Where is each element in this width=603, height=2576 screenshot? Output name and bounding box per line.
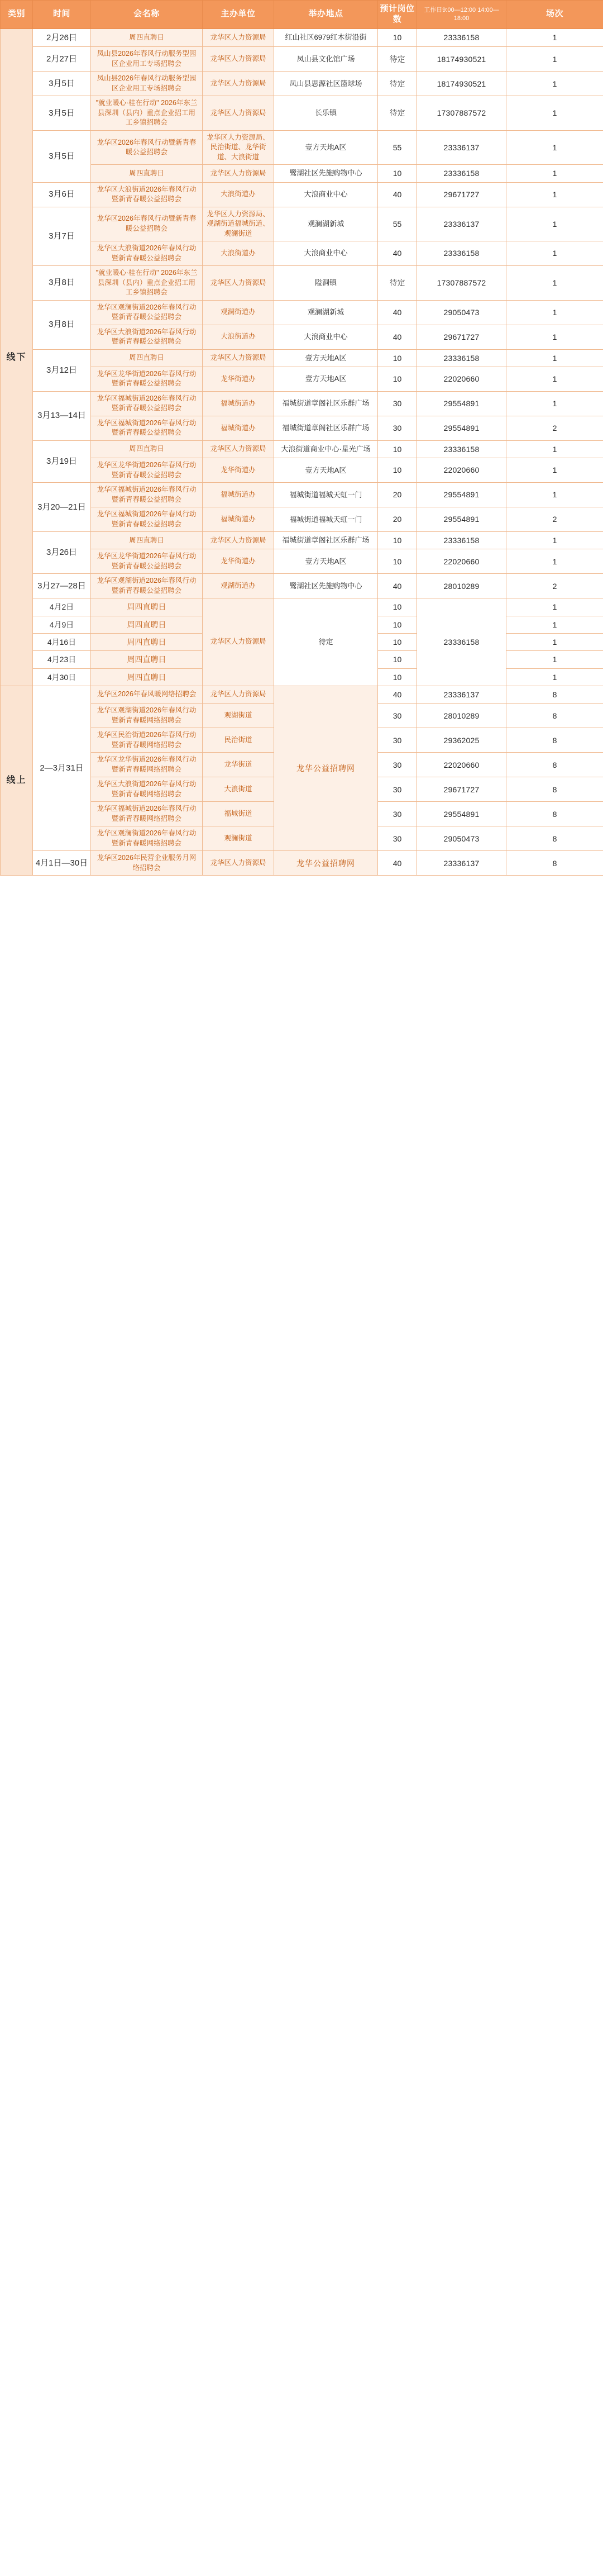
sessions-cell: 1 xyxy=(506,96,603,131)
venue-cell: 长乐镇 xyxy=(274,96,378,131)
sessions-cell: 1 xyxy=(506,165,603,182)
organizer-cell: 观湖街道办 xyxy=(203,574,274,598)
sessions-cell: 2 xyxy=(506,416,603,440)
venue-cell: 福城街道福城天虹一门 xyxy=(274,507,378,532)
fair-name-cell: 龙华区观湖街道2026年春风行动暨新青春暖公益招聘会 xyxy=(91,574,203,598)
venue-cell: 观澜湖新城 xyxy=(274,207,378,241)
positions-cell: 40 xyxy=(378,182,417,207)
organizer-cell: 龙华区人力资源局 xyxy=(203,165,274,182)
fair-name-cell: 龙华区龙华街道2026年春风行动暨新青春暖公益招聘会 xyxy=(91,367,203,391)
fair-name-cell: 周四直聘日 xyxy=(91,349,203,367)
fair-name-cell: 龙华区龙华街道2026年春风行动暨新青春暖公益招聘会 xyxy=(91,458,203,483)
sessions-cell: 8 xyxy=(506,686,603,703)
sessions-cell: 1 xyxy=(506,325,603,349)
positions-cell: 40 xyxy=(378,300,417,325)
recruitment-schedule-table xyxy=(0,0,603,876)
hotline-cell: 29554891 xyxy=(417,416,506,440)
sessions-cell: 1 xyxy=(506,207,603,241)
table-row xyxy=(1,507,603,532)
hotline-cell: 28010289 xyxy=(417,574,506,598)
date-cell: 3月8日 xyxy=(33,300,91,349)
fair-name-cell: 龙华区福城街道2026年春风行动暨新青春暖网络招聘会 xyxy=(91,802,203,826)
header-hotline-hours: 工作日9:00—12:00 14:00—18:00 xyxy=(417,1,506,29)
date-cell: 3月5日 xyxy=(33,130,91,182)
hotline-cell: 29362025 xyxy=(417,728,506,753)
positions-cell: 30 xyxy=(378,416,417,440)
hotline-cell: 29554891 xyxy=(417,802,506,826)
positions-cell: 30 xyxy=(378,391,417,416)
fair-name-cell: 龙华区龙华街道2026年春风行动暨新青春暖网络招聘会 xyxy=(91,753,203,777)
table-row xyxy=(1,300,603,325)
hotline-cell: 29554891 xyxy=(417,507,506,532)
sessions-cell: 1 xyxy=(506,458,603,483)
table-row xyxy=(1,325,603,349)
venue-cell: 鹭湖社区先施购物中心 xyxy=(274,574,378,598)
sessions-cell: 1 xyxy=(506,28,603,47)
positions-cell: 10 xyxy=(378,549,417,574)
table-header xyxy=(1,1,603,29)
positions-cell: 40 xyxy=(378,851,417,876)
table-row xyxy=(1,28,603,47)
organizer-cell: 龙华街道办 xyxy=(203,367,274,391)
positions-cell: 待定 xyxy=(378,72,417,96)
organizer-cell: 龙华区人力资源局 xyxy=(203,72,274,96)
positions-cell: 55 xyxy=(378,130,417,165)
header-organizer: 主办单位 xyxy=(203,1,274,29)
organizer-cell: 龙华区人力资源局 xyxy=(203,686,274,703)
sessions-sub-cell: 1 xyxy=(506,651,603,668)
positions-cell: 10 xyxy=(378,458,417,483)
date-cell: 3月6日 xyxy=(33,182,91,207)
fair-name-cell: 龙华区龙华街道2026年春风行动暨新青春暖公益招聘会 xyxy=(91,549,203,574)
positions-cell: 55 xyxy=(378,207,417,241)
organizer-cell: 龙华区人力资源局 xyxy=(203,440,274,458)
fair-name-cell: 龙华区大浪街道2026年春风行动暨新青春暖公益招聘会 xyxy=(91,241,203,266)
venue-cell: 凤山县思源社区篮球场 xyxy=(274,72,378,96)
positions-cell: 30 xyxy=(378,728,417,753)
organizer-cell: 龙华区人力资源局 xyxy=(203,47,274,72)
date-cell: 2月26日 xyxy=(33,28,91,47)
hotline-cell: 29671727 xyxy=(417,182,506,207)
sessions-cell: 2 xyxy=(506,574,603,598)
fair-name-sub-cell: 周四直聘日 xyxy=(91,634,202,651)
positions-cell: 10 xyxy=(378,165,417,182)
organizer-cell: 大浪街道办 xyxy=(203,182,274,207)
fair-name-cell: 龙华区2026年民营企业服务月网络招聘会 xyxy=(91,851,203,876)
table-row xyxy=(1,440,603,458)
hotline-cell: 23336158 xyxy=(417,598,506,686)
table-row xyxy=(1,266,603,301)
hotline-cell: 29554891 xyxy=(417,391,506,416)
hotline-cell: 22020660 xyxy=(417,367,506,391)
table-row xyxy=(1,182,603,207)
date-sub-cell: 4月2日 xyxy=(33,598,90,616)
venue-cell: 壹方天地A区 xyxy=(274,367,378,391)
organizer-cell: 龙华街道办 xyxy=(203,458,274,483)
table-row xyxy=(1,391,603,416)
organizer-cell: 观澜街道办 xyxy=(203,300,274,325)
venue-cell: 待定 xyxy=(274,598,378,686)
fair-name-sub-cell: 周四直聘日 xyxy=(127,672,166,682)
fair-name-cell: 龙华区福城街道2026年春风行动暨新青春暖公益招聘会 xyxy=(91,507,203,532)
venue-cell: 壹方天地A区 xyxy=(274,130,378,165)
schedule-page xyxy=(0,0,603,876)
fair-name-cell: 龙华区大浪街道2026年春风行动暨新青春暖公益招聘会 xyxy=(91,182,203,207)
date-cell-stack xyxy=(33,598,91,686)
sessions-cell: 8 xyxy=(506,753,603,777)
sessions-cell: 1 xyxy=(506,549,603,574)
header-venue: 举办地点 xyxy=(274,1,378,29)
organizer-cell: 福城街道办 xyxy=(203,483,274,507)
category-cell-offline: 线下 xyxy=(1,28,33,686)
positions-sub-cell: 10 xyxy=(378,616,417,634)
venue-cell: 壹方天地A区 xyxy=(274,549,378,574)
venue-cell: 大浪商业中心 xyxy=(274,241,378,266)
positions-cell: 10 xyxy=(378,367,417,391)
date-cell: 3月19日 xyxy=(33,440,91,482)
sessions-cell: 1 xyxy=(506,241,603,266)
positions-cell: 待定 xyxy=(378,47,417,72)
date-cell: 2月27日 xyxy=(33,47,91,72)
positions-cell: 40 xyxy=(378,686,417,703)
organizer-cell: 龙华区人力资源局 xyxy=(203,598,274,686)
category-cell-online: 线上 xyxy=(1,686,33,875)
organizer-cell: 龙华区人力资源局、民治街道、龙华街道、大浪街道 xyxy=(203,130,274,165)
date-cell: 3月27—28日 xyxy=(33,574,91,598)
venue-cell: 凤山县文化馆广场 xyxy=(274,47,378,72)
fair-name-cell: "就业暖心·桂在行动" 2026年东兰县深圳（县内）重点企业招工用工乡镇招聘会 xyxy=(91,96,203,131)
fair-name-sub-cell: 周四直聘日 xyxy=(91,651,202,668)
fair-name-cell-stack xyxy=(91,598,203,686)
venue-cell: 福城街道章阁社区乐群广场 xyxy=(274,391,378,416)
date-cell-online-range: 2—3月31日 xyxy=(33,686,91,850)
header-category: 类别 xyxy=(1,1,33,29)
date-cell: 4月1日—30日 xyxy=(33,851,91,876)
sessions-cell: 1 xyxy=(506,367,603,391)
fair-name-cell: 周四直聘日 xyxy=(91,28,203,47)
venue-cell-online: 龙华公益招聘网 xyxy=(274,686,378,850)
table-row xyxy=(1,458,603,483)
hotline-cell: 17307887572 xyxy=(417,96,506,131)
date-cell: 3月20—21日 xyxy=(33,483,91,532)
positions-cell: 40 xyxy=(378,241,417,266)
positions-cell: 10 xyxy=(378,349,417,367)
organizer-cell: 龙华街道办 xyxy=(203,549,274,574)
fair-name-cell: 凤山县2026年春风行动服务型园区企业用工专场招聘会 xyxy=(91,47,203,72)
positions-sub-cell: 10 xyxy=(378,598,417,616)
hotline-cell: 23336158 xyxy=(417,440,506,458)
date-cell: 3月12日 xyxy=(33,349,91,391)
sessions-cell: 1 xyxy=(506,532,603,549)
organizer-cell: 龙华区人力资源局 xyxy=(203,96,274,131)
positions-cell: 40 xyxy=(378,325,417,349)
date-cell: 3月5日 xyxy=(33,96,91,131)
fair-name-cell: 周四直聘日 xyxy=(91,532,203,549)
organizer-cell: 大浪街道办 xyxy=(203,325,274,349)
fair-name-cell: 龙华区民治街道2026年春风行动暨新青春暖网络招聘会 xyxy=(91,728,203,753)
table-row xyxy=(1,207,603,241)
hotline-cell: 23336137 xyxy=(417,130,506,165)
sessions-cell: 1 xyxy=(506,391,603,416)
sessions-cell: 1 xyxy=(506,266,603,301)
header-estimated-positions: 预计岗位数 xyxy=(378,1,417,29)
hotline-cell: 23336158 xyxy=(417,28,506,47)
hotline-cell: 22020660 xyxy=(417,458,506,483)
sessions-cell: 8 xyxy=(506,777,603,802)
organizer-cell: 福城街道 xyxy=(203,802,274,826)
sessions-cell: 1 xyxy=(506,47,603,72)
fair-name-cell: 龙华区福城街道2026年春风行动暨新青春暖公益招聘会 xyxy=(91,391,203,416)
hotline-cell: 23336158 xyxy=(417,349,506,367)
table-row xyxy=(1,416,603,440)
table-row xyxy=(1,47,603,72)
fair-name-sub-cell: 周四直聘日 xyxy=(91,598,202,616)
venue-cell: 壹方天地A区 xyxy=(274,349,378,367)
positions-cell: 10 xyxy=(378,28,417,47)
organizer-cell: 龙华区人力资源局 xyxy=(203,266,274,301)
date-sub-cell: 4月9日 xyxy=(33,616,90,634)
sessions-cell: 1 xyxy=(506,300,603,325)
table-row-stacked-dates xyxy=(1,598,603,686)
table-row xyxy=(1,130,603,165)
date-cell: 3月8日 xyxy=(33,266,91,301)
venue-cell-online: 龙华公益招聘网 xyxy=(274,851,378,876)
positions-cell: 待定 xyxy=(378,96,417,131)
positions-sub-cell: 10 xyxy=(393,672,402,682)
hotline-cell: 29050473 xyxy=(417,826,506,851)
sessions-cell: 8 xyxy=(506,802,603,826)
fair-name-cell: 龙华区观澜街道2026年春风行动暨新青春暖公益招聘会 xyxy=(91,300,203,325)
organizer-cell: 龙华区人力资源局、观湖街道福城街道、观澜街道 xyxy=(203,207,274,241)
table-row xyxy=(1,349,603,367)
hotline-cell: 22020660 xyxy=(417,753,506,777)
date-cell: 3月13—14日 xyxy=(33,391,91,440)
organizer-cell: 大浪街道 xyxy=(203,777,274,802)
fair-name-cell: 凤山县2026年春风行动服务型园区企业用工专场招聘会 xyxy=(91,72,203,96)
hotline-cell: 18174930521 xyxy=(417,47,506,72)
header-fair-name: 会名称 xyxy=(91,1,203,29)
hotline-cell: 29554891 xyxy=(417,483,506,507)
organizer-cell: 龙华区人力资源局 xyxy=(203,28,274,47)
hotline-cell: 29671727 xyxy=(417,777,506,802)
hotline-cell: 29671727 xyxy=(417,325,506,349)
date-cell: 3月26日 xyxy=(33,532,91,574)
organizer-cell: 福城街道办 xyxy=(203,391,274,416)
venue-cell: 大浪商业中心 xyxy=(274,182,378,207)
date-cell: 3月5日 xyxy=(33,72,91,96)
fair-name-cell: 龙华区2026年春风行动暨新青春暖公益招聘会 xyxy=(91,130,203,165)
hotline-cell: 28010289 xyxy=(417,704,506,728)
fair-name-cell: 龙华区大浪街道2026年春风行动暨新青春暖网络招聘会 xyxy=(91,777,203,802)
fair-name-cell: 龙华区2026年春风暖网络招聘会 xyxy=(91,686,203,703)
hotline-cell: 23336158 xyxy=(417,165,506,182)
organizer-cell: 龙华区人力资源局 xyxy=(203,532,274,549)
organizer-cell: 民治街道 xyxy=(203,728,274,753)
table-body xyxy=(1,28,603,876)
sessions-sub-cell: 1 xyxy=(506,634,603,651)
sessions-cell: 8 xyxy=(506,704,603,728)
fair-name-cell: 龙华区观澜街道2026年春风行动暨新青春暖网络招聘会 xyxy=(91,826,203,851)
fair-name-cell: 龙华区福城街道2026年春风行动暨新青春暖公益招聘会 xyxy=(91,483,203,507)
fair-name-cell: 龙华区大浪街道2026年春风行动暨新青春暖公益招聘会 xyxy=(91,325,203,349)
venue-cell: 观澜湖新城 xyxy=(274,300,378,325)
organizer-cell: 观湖街道 xyxy=(203,704,274,728)
venue-cell: 隘洞镇 xyxy=(274,266,378,301)
organizer-cell: 观澜街道 xyxy=(203,826,274,851)
sessions-cell: 1 xyxy=(506,440,603,458)
fair-name-cell: 周四直聘日 xyxy=(91,165,203,182)
table-row xyxy=(1,367,603,391)
positions-cell: 20 xyxy=(378,483,417,507)
hotline-cell: 17307887572 xyxy=(417,266,506,301)
hotline-cell: 29050473 xyxy=(417,300,506,325)
table-row xyxy=(1,574,603,598)
sessions-cell: 8 xyxy=(506,851,603,876)
sessions-cell: 1 xyxy=(506,130,603,165)
positions-cell-stack xyxy=(378,598,417,686)
sessions-cell: 1 xyxy=(506,182,603,207)
sessions-cell: 1 xyxy=(506,483,603,507)
hotline-cell: 23336158 xyxy=(417,532,506,549)
fair-name-cell: 周四直聘日 xyxy=(91,440,203,458)
sessions-sub-cell: 1 xyxy=(506,598,603,616)
table-row xyxy=(1,72,603,96)
positions-cell: 10 xyxy=(378,532,417,549)
hotline-cell: 18174930521 xyxy=(417,72,506,96)
table-row xyxy=(1,483,603,507)
organizer-cell: 龙华区人力资源局 xyxy=(203,349,274,367)
sessions-sub-cell: 1 xyxy=(506,616,603,634)
table-row xyxy=(1,165,603,182)
hotline-cell: 23336137 xyxy=(417,207,506,241)
positions-cell: 30 xyxy=(378,704,417,728)
header-row xyxy=(1,1,603,29)
organizer-cell: 龙华区人力资源局 xyxy=(203,851,274,876)
positions-cell: 30 xyxy=(378,826,417,851)
hotline-cell: 23336158 xyxy=(417,241,506,266)
table-row xyxy=(1,851,603,876)
table-row xyxy=(1,686,603,703)
positions-cell: 30 xyxy=(378,753,417,777)
venue-cell: 鹭湖社区先施购物中心 xyxy=(274,165,378,182)
venue-cell: 壹方天地A区 xyxy=(274,458,378,483)
table-row xyxy=(1,532,603,549)
sessions-cell: 8 xyxy=(506,826,603,851)
venue-cell: 红山社区6979红木街沿街 xyxy=(274,28,378,47)
organizer-cell: 龙华街道 xyxy=(203,753,274,777)
date-sub-cell: 4月30日 xyxy=(47,672,76,682)
table-row xyxy=(1,241,603,266)
positions-cell: 30 xyxy=(378,802,417,826)
organizer-cell: 福城街道办 xyxy=(203,416,274,440)
sessions-cell: 1 xyxy=(506,349,603,367)
fair-name-cell: "就业暖心·桂在行动" 2026年东兰县深圳（县内）重点企业招工用工乡镇招聘会 xyxy=(91,266,203,301)
fair-name-cell: 龙华区2026年春风行动暨新青春暖公益招聘会 xyxy=(91,207,203,241)
sessions-sub-cell: 1 xyxy=(552,672,557,682)
hotline-cell: 23336137 xyxy=(417,851,506,876)
positions-cell: 10 xyxy=(378,440,417,458)
date-sub-cell: 4月23日 xyxy=(33,651,90,668)
header-time: 时间 xyxy=(33,1,91,29)
venue-cell: 大浪街道商业中心·星光广场 xyxy=(274,440,378,458)
sessions-cell: 2 xyxy=(506,507,603,532)
sessions-cell-stack xyxy=(506,598,603,686)
hotline-cell: 23336137 xyxy=(417,686,506,703)
fair-name-cell: 龙华区观湖街道2026年春风行动暨新青春暖网络招聘会 xyxy=(91,704,203,728)
table-row xyxy=(1,96,603,131)
date-sub-cell: 4月16日 xyxy=(33,634,90,651)
hotline-cell: 22020660 xyxy=(417,549,506,574)
positions-sub-cell: 10 xyxy=(378,651,417,668)
positions-cell: 40 xyxy=(378,574,417,598)
date-cell: 3月7日 xyxy=(33,207,91,266)
table-row xyxy=(1,549,603,574)
organizer-cell: 大浪街道办 xyxy=(203,241,274,266)
positions-cell: 30 xyxy=(378,777,417,802)
header-sessions: 场次 xyxy=(506,1,603,29)
venue-cell: 福城街道章阁社区乐群广场 xyxy=(274,532,378,549)
sessions-cell: 1 xyxy=(506,72,603,96)
positions-sub-cell: 10 xyxy=(378,634,417,651)
venue-cell: 大浪商业中心 xyxy=(274,325,378,349)
fair-name-cell: 龙华区福城街道2026年春风行动暨新青春暖公益招聘会 xyxy=(91,416,203,440)
venue-cell: 福城街道章阁社区乐群广场 xyxy=(274,416,378,440)
venue-cell: 福城街道福城天虹一门 xyxy=(274,483,378,507)
positions-cell: 20 xyxy=(378,507,417,532)
sessions-cell: 8 xyxy=(506,728,603,753)
positions-cell: 待定 xyxy=(378,266,417,301)
organizer-cell: 福城街道办 xyxy=(203,507,274,532)
fair-name-sub-cell: 周四直聘日 xyxy=(91,616,202,634)
